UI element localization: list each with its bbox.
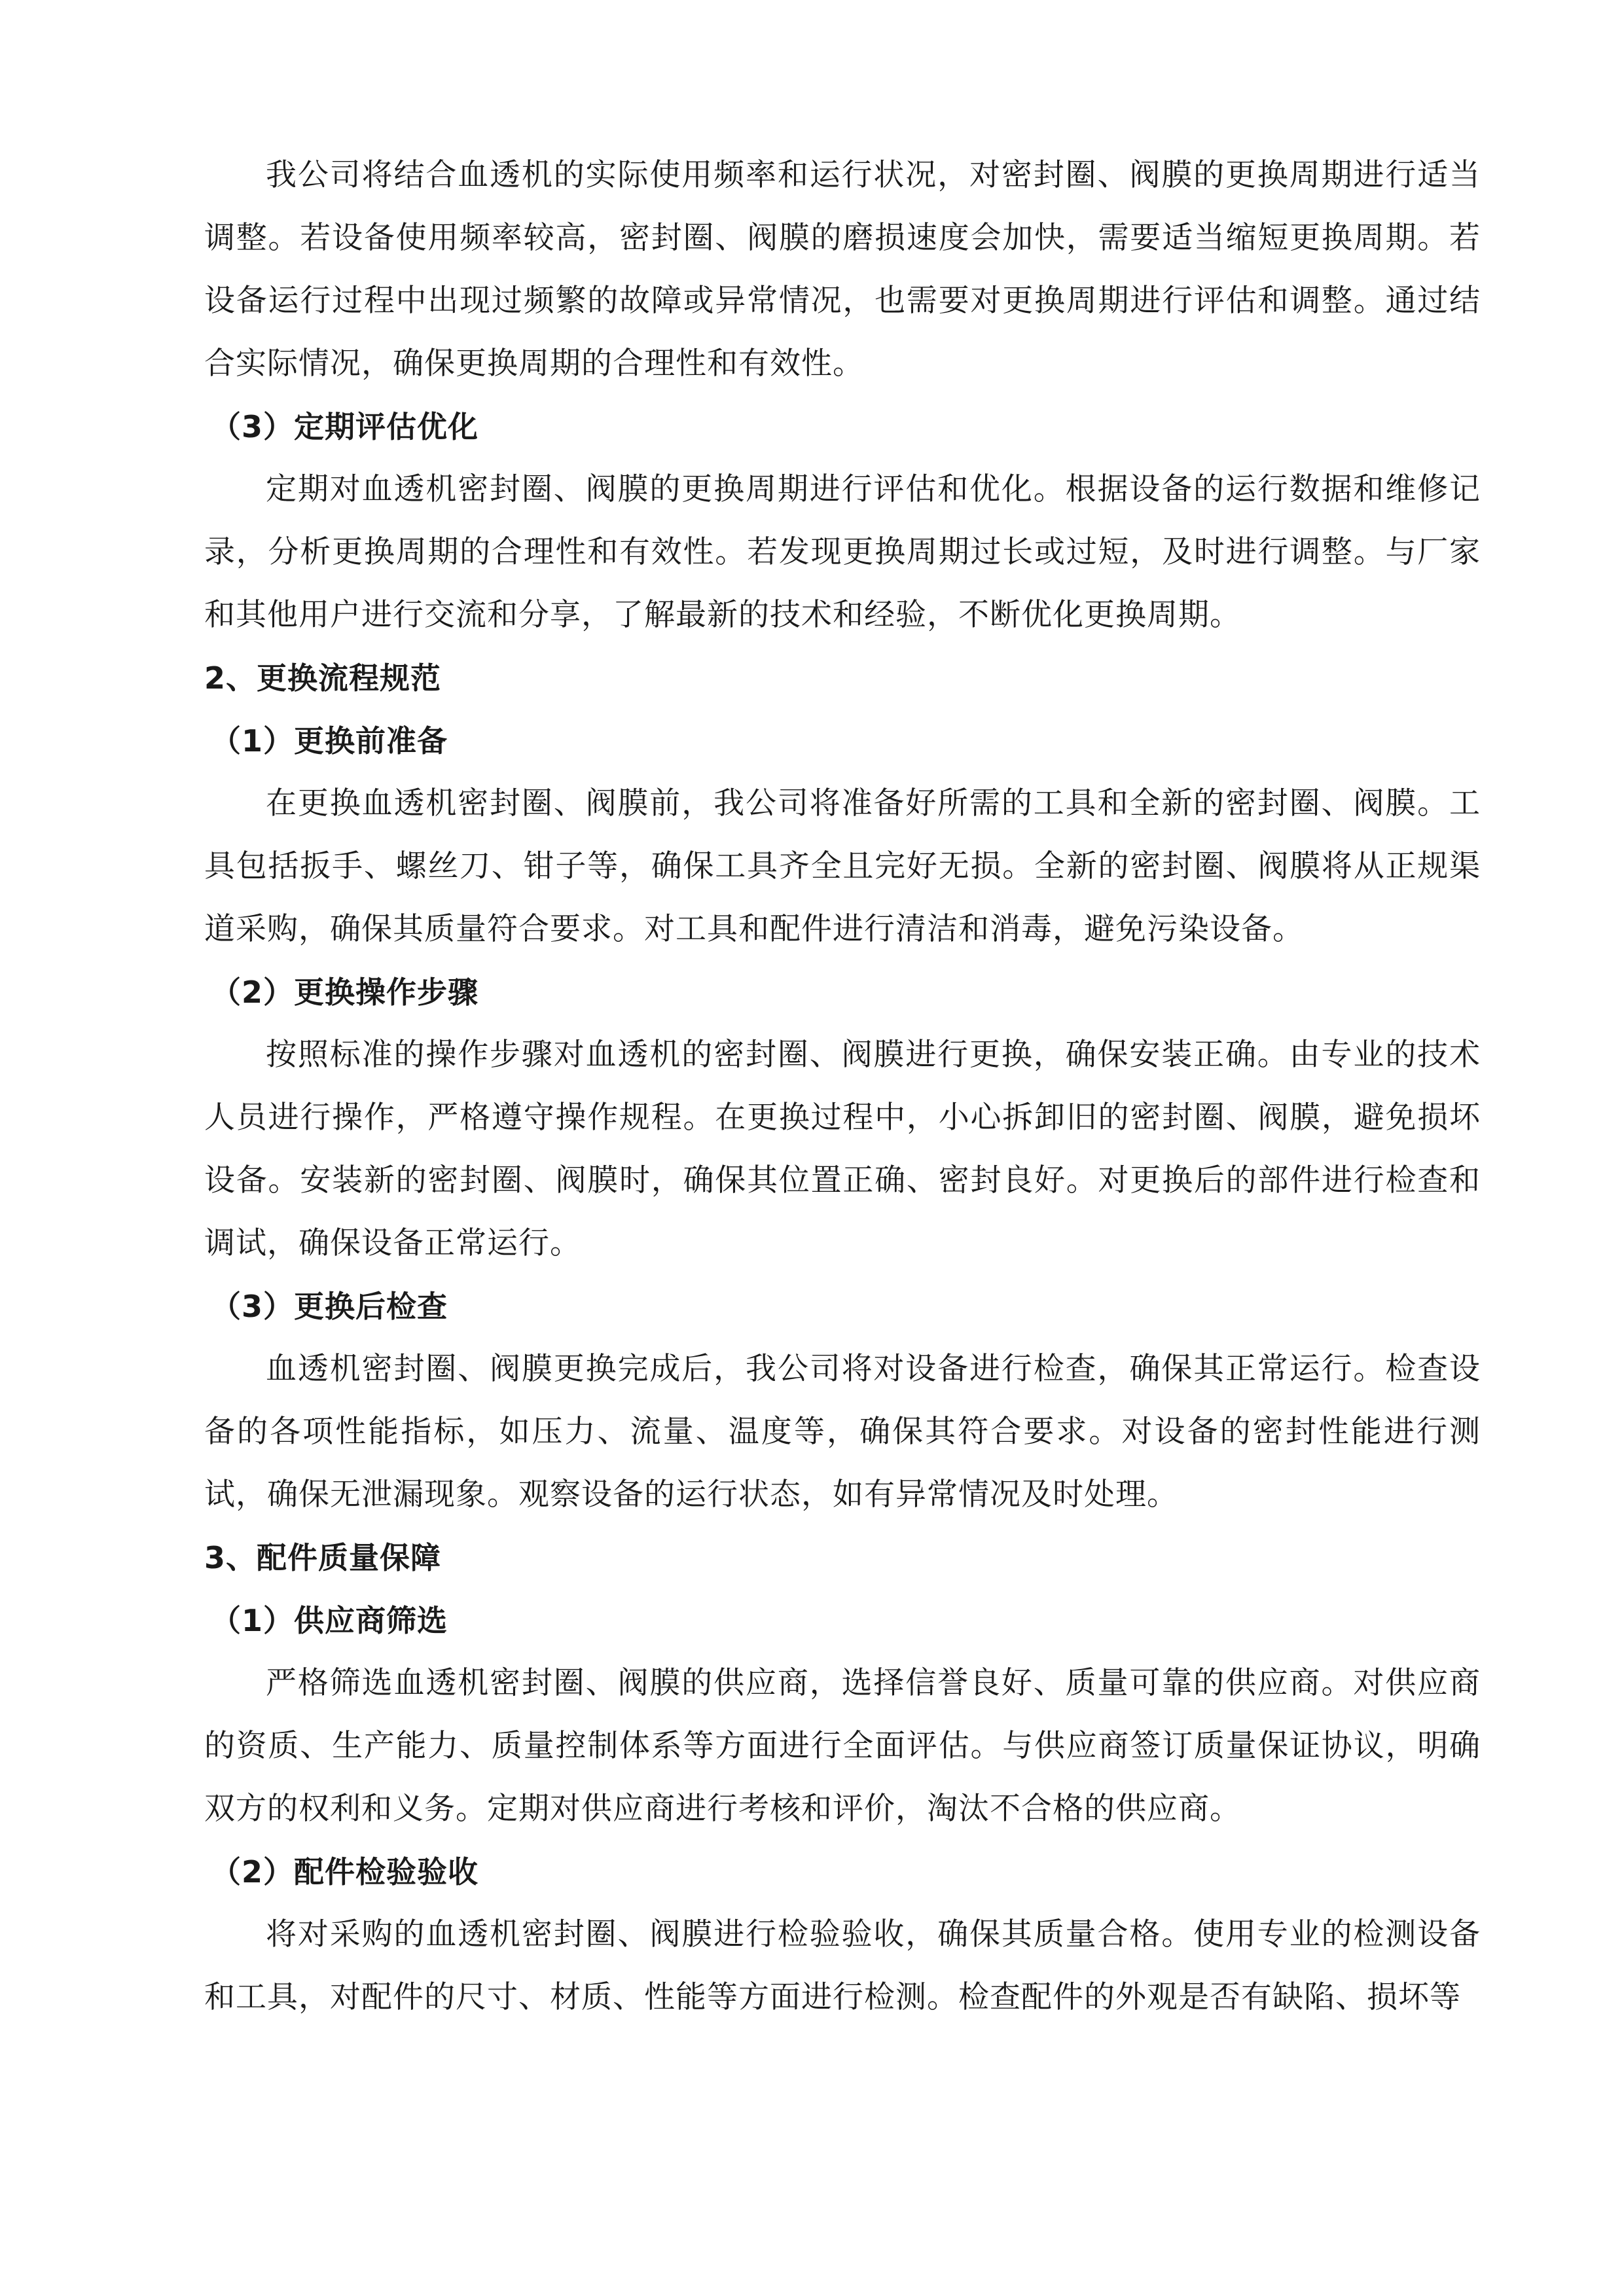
subheading-post-check: （3）更换后检查 (211, 1289, 448, 1324)
paragraph-inspection-acceptance: 将对采购的血透机密封圈、阀膜进行检验验收，确保其质量合格。使用专业的检测设备和工具，对配件的尺寸、材质、性能等方面进行检测。检查配件的外观是否有缺陷、损坏等 (204, 1916, 1481, 2015)
document-page (204, 144, 1481, 2029)
subheading-preparation: （1）更换前准备 (211, 723, 448, 759)
paragraph-preparation: 在更换血透机密封圈、阀膜前，我公司将准备好所需的工具和全新的密封圈、阀膜。工具包括扳手、螺丝刀、钳子等，确保工具齐全且完好无损。全新的密封圈、阀膜将从正规渠道采购，确保其质量符合要求。对工具和配件进行清洁和消毒，避免污染设备。 (204, 785, 1481, 947)
paragraph-supplier-screening: 严格筛选血透机密封圈、阀膜的供应商，选择信誉良好、质量可靠的供应商。对供应商的资质、生产能力、质量控制体系等方面进行全面评估。与供应商签订质量保证协议，明确双方的权利和义务。定期对供应商进行考核和评价，淘汰不合格的供应商。 (204, 1665, 1481, 1827)
subheading-supplier-screening: （1）供应商筛选 (211, 1603, 448, 1638)
section-heading-replacement-process: 2、更换流程规范 (204, 660, 442, 696)
paragraph-operation-steps: 按照标准的操作步骤对血透机的密封圈、阀膜进行更换，确保安装正确。由专业的技术人员进行操作，严格遵守操作规程。在更换过程中，小心拆卸旧的密封圈、阀膜，避免损坏设备。安装新的密封圈、阀膜时，确保其位置正确、密封良好。对更换后的部件进行检查和调试，确保设备正常运行。 (204, 1037, 1481, 1261)
subheading-inspection-acceptance: （2）配件检验验收 (211, 1854, 479, 1890)
paragraph-periodic-evaluation: 定期对血透机密封圈、阀膜的更换周期进行评估和优化。根据设备的运行数据和维修记录，分析更换周期的合理性和有效性。若发现更换周期过长或过短，及时进行调整。与厂家和其他用户进行交流和分享，了解最新的技术和经验，不断优化更换周期。 (204, 471, 1481, 633)
subheading-periodic-evaluation: （3）定期评估优化 (211, 409, 479, 444)
paragraph-cycle-adjustment: 我公司将结合血透机的实际使用频率和运行状况，对密封圈、阀膜的更换周期进行适当调整。若设备使用频率较高，密封圈、阀膜的磨损速度会加快，需要适当缩短更换周期。若设备运行过程中出现过频繁的故障或异常情况，也需要对更换周期进行评估和调整。通过结合实际情况，确保更换周期的合理性和有效性。 (204, 157, 1481, 382)
subheading-operation-steps: （2）更换操作步骤 (211, 975, 479, 1010)
paragraph-post-check: 血透机密封圈、阀膜更换完成后，我公司将对设备进行检查，确保其正常运行。检查设备的各项性能指标，如压力、流量、温度等，确保其符合要求。对设备的密封性能进行测试，确保无泄漏现象。观察设备的运行状态，如有异常情况及时处理。 (204, 1351, 1481, 1513)
section-heading-quality-assurance: 3、配件质量保障 (204, 1540, 442, 1575)
